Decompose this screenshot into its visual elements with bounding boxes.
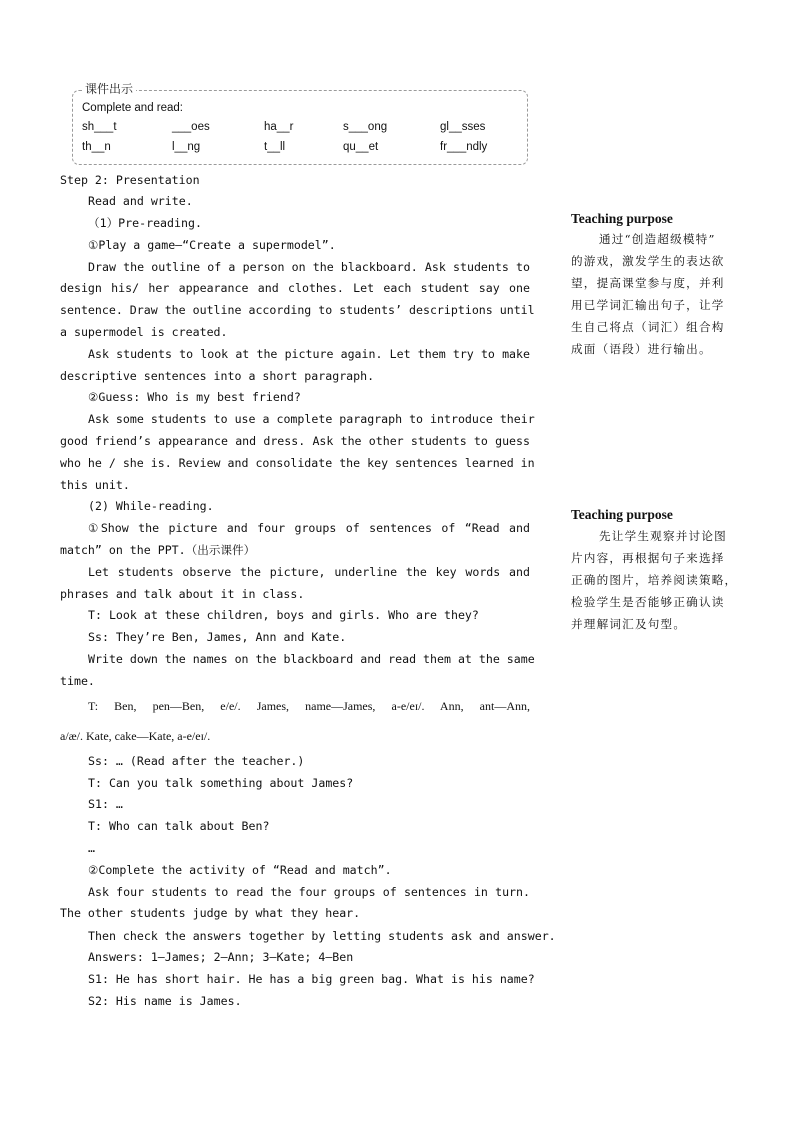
teaching-purpose-line: 正确的图片，培养阅读策略， [571, 573, 738, 587]
text-line: Write down the names on the blackboard and read them at the same [88, 652, 535, 666]
text-line: ①Show the picture and four groups of sentences of “Read and [88, 521, 530, 535]
text-line: T: Can you talk something about James? [88, 776, 354, 790]
text-line: phrases and talk about it in class. [60, 587, 305, 601]
text-line: sentence. Draw the outline according to students’ descriptions until [60, 303, 535, 317]
word-blank: ___oes [172, 121, 210, 133]
word-blank: th__n [82, 141, 111, 153]
teaching-purpose-title-1: Teaching purpose [571, 211, 673, 226]
teaching-purpose-line: 并理解词汇及句型。 [571, 617, 687, 631]
teaching-purpose-line: 望，提高课堂参与度，并利 [571, 276, 725, 290]
text-line: T: Ben, pen—Ben, e/e/. James, name—James, a-e/eɪ/. Ann, ant—Ann, [88, 699, 530, 713]
text-line: time. [60, 674, 95, 688]
text-line: ②Complete the activity of “Read and match”. [88, 863, 392, 877]
text-line: good friend’s appearance and dress. Ask the other students to guess [60, 434, 530, 448]
teaching-purpose-line: 成面（语段）进行输出。 [571, 342, 712, 356]
text-line: Then check the answers together by letting students ask and answer. [88, 929, 556, 943]
text-line: Read and write. [88, 194, 193, 208]
text-line: Ask four students to read the four groups of sentences in turn. [88, 885, 530, 899]
courseware-instruction: Complete and read: [82, 102, 184, 114]
text-line: this unit. [60, 478, 130, 492]
text-line: S1: … [88, 797, 123, 811]
word-blank: qu__et [343, 141, 379, 153]
word-blank: ha__r [264, 121, 294, 133]
text-line: Draw the outline of a person on the blackboard. Ask students to [88, 260, 530, 274]
text-line: ②Guess: Who is my best friend? [88, 390, 301, 404]
text-line: Let students observe the picture, underline the key words and [88, 565, 530, 579]
word-blank: t__ll [264, 141, 286, 153]
teaching-purpose-title-2: Teaching purpose [571, 507, 673, 522]
text-line: Ss: They’re Ben, James, Ann and Kate. [88, 630, 347, 644]
text-line: a supermodel is created. [60, 325, 228, 339]
teaching-purpose-line: 生自己将点（词汇）组合构 [571, 320, 725, 334]
text-line: S2: His name is James. [88, 994, 242, 1008]
text-line: S1: He has short hair. He has a big green bag. What is his name? [88, 972, 535, 986]
text-line: who he / she is. Review and consolidate the key sentences learned in [60, 456, 535, 470]
text-line: Ss: … (Read after the teacher.) [88, 754, 305, 768]
section-heading: Step 2: Presentation [60, 173, 200, 187]
text-line: Ask some students to use a complete paragraph to introduce their [88, 412, 535, 426]
teaching-purpose-line: 先让学生观察并讨论图 [599, 529, 727, 543]
text-line: … [88, 841, 95, 855]
word-blank: fr___ndly [440, 141, 488, 153]
text-line: a/æ/. Kate, cake—Kate, a-e/eɪ/. [60, 729, 211, 743]
word-blank: sh___t [82, 121, 117, 133]
courseware-label: 课件出示 [82, 80, 136, 97]
text-line: The other students judge by what they hear. [60, 906, 361, 920]
text-line: ①Play a game—“Create a supermodel”. [88, 238, 336, 252]
teaching-purpose-line: 片内容，再根据句子来选择 [571, 551, 725, 565]
teaching-purpose-line: 通过“创造超级模特” [599, 232, 716, 246]
text-line: descriptive sentences into a short paragraph. [60, 369, 375, 383]
teaching-purpose-line: 检验学生是否能够正确认读 [571, 595, 725, 609]
text-line: match” on the PPT.（出示课件） [60, 543, 256, 557]
text-line: design his/ her appearance and clothes. Let each student say one [60, 281, 530, 295]
text-line: （1）Pre-reading. [88, 216, 202, 230]
text-line: Ask students to look at the picture again. Let them try to make [88, 347, 530, 361]
text-line: (2) While-reading. [88, 499, 214, 513]
teaching-purpose-line: 用已学词汇输出句子，让学 [571, 298, 725, 312]
teaching-purpose-line: 的游戏，激发学生的表达欲 [571, 254, 725, 268]
text-line: T: Look at these children, boys and girls. Who are they? [88, 608, 479, 622]
text-line: T: Who can talk about Ben? [88, 819, 270, 833]
word-blank: l__ng [172, 141, 201, 153]
word-blank: s___ong [343, 121, 388, 133]
answer-line: Answers: 1—James; 2—Ann; 3—Kate; 4—Ben [88, 950, 354, 964]
word-blank: gl__sses [440, 121, 486, 133]
